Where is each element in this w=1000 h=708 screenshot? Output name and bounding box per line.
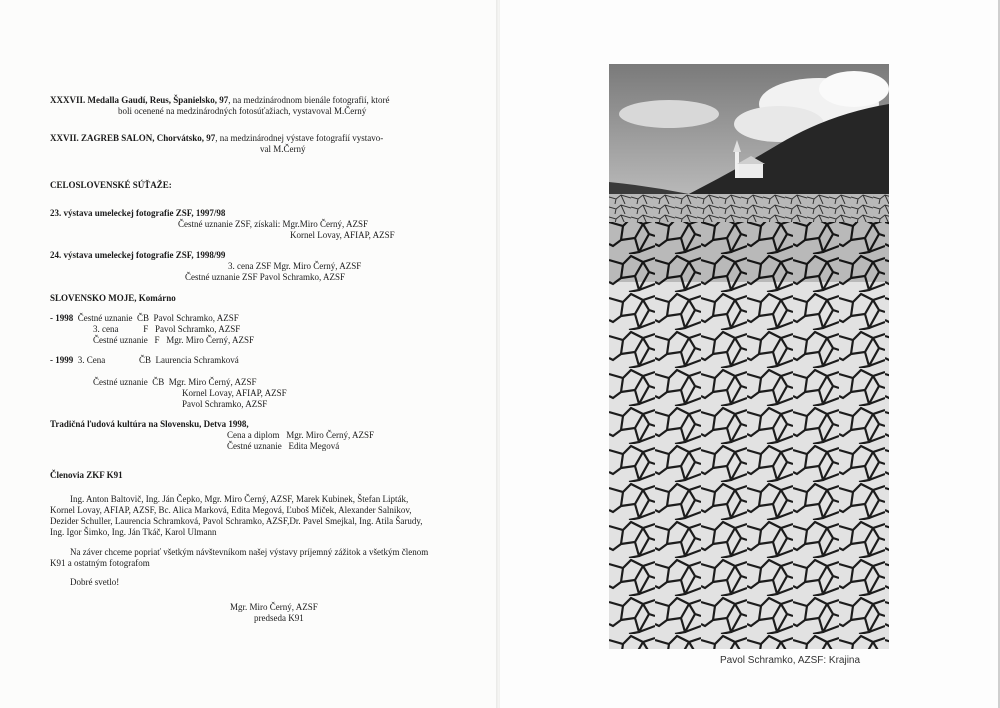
text-line: Čestné uznanie ZSF Pavol Schramko, AZSF [185, 272, 345, 282]
closing-text: K91 a ostatným fotografom [50, 558, 150, 568]
left-page [0, 0, 497, 708]
greeting: Dobré svetlo! [70, 577, 120, 587]
text-line: 3. cena F Pavol Schramko, AZSF [93, 324, 241, 334]
subsection-heading: 24. výstava umeleckej fotografie ZSF, 1998/99 [50, 250, 226, 260]
subsection-heading: Tradičná ľudová kultúra na Slovensku, Detva 1998, [50, 419, 249, 429]
text-line: Cena a diplom Mgr. Miro Černý, AZSF [227, 430, 374, 440]
section-heading: CELOSLOVENSKÉ SÚŤAŽE: [50, 180, 172, 190]
subsection-heading: 23. výstava umeleckej fotografie ZSF, 1997/98 [50, 208, 226, 218]
text-line: XXVII. ZAGREB SALON, Chorvátsko, 97, na medzinárodnej výstave fotografií vystavo- [50, 133, 384, 143]
text-line: Čestné uznanie F Mgr. Miro Černý, AZSF [93, 335, 254, 345]
text-line: Čestné uznanie ČB Mgr. Miro Černý, AZSF [93, 377, 257, 387]
text-line: boli ocenené na medzinárodných fotosúťažiach, vystavoval M.Černý [118, 106, 367, 116]
members-line: Dezider Schuller, Laurencia Schramková, Pavol Schramko, AZSF,Dr. Pavel Smejkal, Ing. Atila Šarudy, [50, 516, 423, 526]
section-heading: Členovia ZKF K91 [50, 470, 123, 480]
subsection-heading: SLOVENSKO MOJE, Komárno [50, 293, 176, 303]
text-line: Pavol Schramko, AZSF [182, 399, 268, 409]
text-line: - 1998 Čestné uznanie ČB Pavol Schramko, AZSF [50, 313, 239, 323]
members-line: Ing. Anton Baltovič, Ing. Ján Čepko, Mgr. Miro Černý, AZSF, Marek Kubinek, Štefan Lipták, [70, 494, 409, 504]
closing-text: Na záver chceme popriať všetkým návštevníkom našej výstavy príjemný zážitok a všetkým členom [70, 547, 429, 557]
text-line: val M.Černý [260, 144, 306, 154]
text-line: 3. cena ZSF Mgr. Miro Černý, AZSF [228, 261, 362, 271]
text-line: Čestné uznanie ZSF, získali: Mgr.Miro Černý, AZSF [178, 219, 369, 229]
members-line: Ing. Igor Šimko, Ing. Ján Tkáč, Karol Ulmann [50, 527, 217, 537]
text-line: Kornel Lovay, AFIAP, AZSF [182, 388, 287, 398]
signature-role: predseda K91 [254, 613, 304, 623]
photo-caption: Pavol Schramko, AZSF: Krajina [720, 655, 861, 666]
text-line: - 1999 3. Cena ČB Laurencia Schramková [50, 355, 239, 365]
signature-name: Mgr. Miro Černý, AZSF [230, 602, 318, 612]
landscape-photo [609, 64, 889, 649]
text-line: Čestné uznanie Edita Megová [227, 441, 340, 451]
text-line: Kornel Lovay, AFIAP, AZSF [290, 230, 395, 240]
text-line: XXXVII. Medalla Gaudí, Reus, Španielsko, 97, na medzinárodnom bienále fotografií, ktoré [50, 95, 390, 105]
members-line: Kornel Lovay, AFIAP, AZSF, Bc. Alica Marková, Edita Megová, Ľuboš Miček, Alexander Salnikov, [50, 505, 412, 515]
